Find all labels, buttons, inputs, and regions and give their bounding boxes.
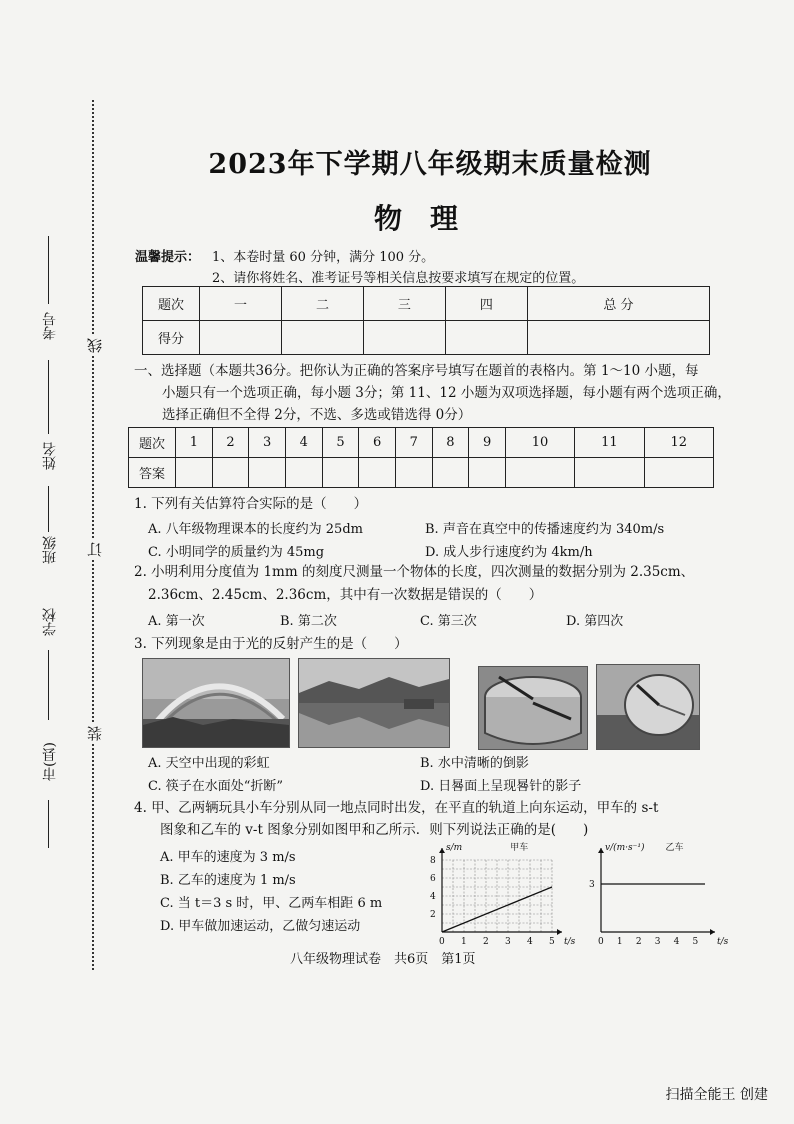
label-shixian: 市(县) bbox=[42, 742, 58, 781]
score-header-1: 一 bbox=[200, 287, 282, 321]
score-cell[interactable] bbox=[527, 321, 709, 355]
answer-table bbox=[128, 427, 714, 488]
q1-option-c: C. 小明同学的质量约为 45mg bbox=[148, 545, 325, 560]
q3-option-c: C. 筷子在水面处“折断” bbox=[148, 779, 284, 794]
answer-row2-label: 答案 bbox=[129, 458, 176, 488]
exam-title: 2023年下学期八年级期末质量检测 bbox=[208, 149, 652, 180]
binding-dotted-line bbox=[92, 100, 94, 970]
score-row-label: 得分 bbox=[143, 321, 200, 355]
x-tick-label: 1 bbox=[461, 937, 467, 947]
y-axis-arrow bbox=[439, 848, 445, 853]
score-header-2: 二 bbox=[281, 287, 363, 321]
y-axis-label: v/(m·s⁻¹) bbox=[605, 843, 645, 853]
kaohao-blank bbox=[48, 236, 49, 304]
binding-margin bbox=[0, 0, 120, 1124]
answer-cell[interactable] bbox=[395, 458, 432, 488]
answer-number: 12 bbox=[644, 428, 713, 458]
y-tick-label: 2 bbox=[430, 910, 436, 920]
y-tick-label: 8 bbox=[430, 856, 436, 866]
answer-cell[interactable] bbox=[285, 458, 322, 488]
scanner-watermark: 扫描全能王 创建 bbox=[665, 1087, 768, 1103]
answer-number: 10 bbox=[505, 428, 574, 458]
section1-line-1: 一、选择题（本题共36分。把你认为正确的答案序号填写在题首的表格内。第 1～10 小题，每 bbox=[134, 363, 699, 379]
x-tick-label: 2 bbox=[483, 937, 489, 947]
answer-cell[interactable] bbox=[249, 458, 286, 488]
score-header-3: 三 bbox=[363, 287, 445, 321]
score-cell[interactable] bbox=[281, 321, 363, 355]
label-kaohao: 考号 bbox=[42, 312, 58, 340]
chart-yi-plot bbox=[589, 841, 729, 947]
y-tick-label: 6 bbox=[430, 874, 436, 884]
banji-blank bbox=[48, 486, 49, 532]
q3-option-a: A. 天空中出现的彩虹 bbox=[148, 756, 270, 771]
q4-line-1: 4. 甲、乙两辆玩具小车分别从同一地点同时出发，在平直的轨道上向东运动，甲车的 s-t bbox=[134, 800, 659, 816]
section1-line-2: 小题只有一个选项正确，每小题 3分；第 11、12 小题为双项选择题，每小题有两个选项正确， bbox=[162, 385, 731, 401]
answer-number: 11 bbox=[575, 428, 644, 458]
x-tick-label: 5 bbox=[549, 937, 555, 947]
x-tick-label: 5 bbox=[692, 937, 699, 947]
x-tick-label: 4 bbox=[673, 937, 680, 947]
answer-row1-label: 题次 bbox=[129, 428, 176, 458]
answer-number: 5 bbox=[322, 428, 359, 458]
x-tick-label: 1 bbox=[616, 937, 623, 947]
x-tick-label: 4 bbox=[527, 937, 533, 947]
y-axis-arrow bbox=[598, 848, 604, 853]
binding-word-ding: 订 bbox=[86, 542, 104, 557]
chopstick-photo bbox=[478, 666, 588, 750]
answer-cell[interactable] bbox=[644, 458, 713, 488]
q2-option-c: C. 第三次 bbox=[420, 614, 477, 629]
q2-line-2: 2.36cm、2.45cm、2.36cm，其中有一次数据是错误的（ ） bbox=[148, 587, 543, 603]
q1-stem: 1. 下列有关估算符合实际的是（ ） bbox=[134, 496, 368, 512]
q2-option-b: B. 第二次 bbox=[280, 614, 337, 629]
label-xingming: 姓名 bbox=[42, 442, 58, 470]
sundial-photo bbox=[596, 664, 700, 750]
answer-cell[interactable] bbox=[505, 458, 574, 488]
q3-option-b: B. 水中清晰的倒影 bbox=[420, 756, 529, 771]
score-cell[interactable] bbox=[363, 321, 445, 355]
answer-number: 3 bbox=[249, 428, 286, 458]
q1-option-d: D. 成人步行速度约为 4km/h bbox=[425, 545, 593, 560]
q4-option-d: D. 甲车做加速运动，乙做匀速运动 bbox=[160, 919, 361, 934]
answer-cell[interactable] bbox=[432, 458, 469, 488]
q1-option-b: B. 声音在真空中的传播速度约为 340m/s bbox=[425, 522, 665, 537]
y-tick-label: 4 bbox=[430, 892, 436, 902]
x-tick-label: 3 bbox=[505, 937, 511, 947]
score-header-5: 总 分 bbox=[527, 287, 709, 321]
q4-line-2: 图象和乙车的 v-t 图象分别如图甲和乙所示．则下列说法正确的是( ) bbox=[160, 822, 589, 838]
binding-word-xian: 线 bbox=[86, 338, 104, 353]
xuexiao-blank bbox=[48, 650, 49, 720]
answer-number: 2 bbox=[212, 428, 249, 458]
binding-word-zhuang: 装 bbox=[86, 726, 104, 741]
answer-number: 8 bbox=[432, 428, 469, 458]
answer-cell[interactable] bbox=[212, 458, 249, 488]
label-xuexiao: 学校 bbox=[42, 608, 58, 636]
chart-jia-st bbox=[420, 836, 580, 948]
answer-cell[interactable] bbox=[176, 458, 213, 488]
chart-title: 甲车 bbox=[510, 843, 529, 853]
answer-number: 1 bbox=[176, 428, 213, 458]
x-axis-label: t/s bbox=[717, 937, 729, 947]
section1-line-3: 选择正确但不全得 2分，不选、多选或错选得 0分） bbox=[162, 407, 472, 423]
chart-jia-plot bbox=[430, 841, 576, 947]
answer-cell[interactable] bbox=[359, 458, 396, 488]
series-line bbox=[442, 887, 552, 932]
x-axis-label: t/s bbox=[564, 937, 576, 947]
answer-cell[interactable] bbox=[469, 458, 506, 488]
xingming-blank bbox=[48, 360, 49, 434]
answer-cell[interactable] bbox=[322, 458, 359, 488]
shixian-blank bbox=[48, 800, 49, 848]
q2-line-1: 2. 小明利用分度值为 1mm 的刻度尺测量一个物体的长度，四次测量的数据分别为 2.35cm、 bbox=[134, 564, 695, 580]
q4-option-b: B. 乙车的速度为 1 m/s bbox=[160, 873, 296, 888]
x-tick-label: 0 bbox=[598, 937, 604, 947]
answer-number: 4 bbox=[285, 428, 322, 458]
page-footer: 八年级物理试卷 共6页 第1页 bbox=[290, 952, 476, 967]
q4-option-c: C. 当 t＝3 s 时，甲、乙两车相距 6 m bbox=[160, 896, 383, 911]
y-tick-label: 3 bbox=[589, 880, 595, 890]
y-axis-label: s/m bbox=[446, 843, 463, 853]
score-table bbox=[142, 286, 710, 355]
x-axis-arrow bbox=[710, 929, 715, 935]
score-cell[interactable] bbox=[200, 321, 282, 355]
x-axis-arrow bbox=[557, 929, 562, 935]
answer-number: 9 bbox=[469, 428, 506, 458]
score-cell[interactable] bbox=[445, 321, 527, 355]
q2-option-a: A. 第一次 bbox=[148, 614, 205, 629]
score-header-0: 题次 bbox=[143, 287, 200, 321]
tips-line-2: 2、请你将姓名、准考证号等相关信息按要求填写在规定的位置。 bbox=[212, 271, 585, 286]
reflection-photo bbox=[298, 658, 450, 748]
chart-yi-vt bbox=[585, 836, 735, 948]
exam-subject: 物理 bbox=[373, 202, 486, 235]
q3-stem: 3. 下列现象是由于光的反射产生的是（ ） bbox=[134, 636, 408, 652]
x-tick-label: 3 bbox=[654, 937, 661, 947]
answer-cell[interactable] bbox=[575, 458, 644, 488]
label-banji: 班级 bbox=[42, 536, 58, 564]
answer-number: 7 bbox=[395, 428, 432, 458]
q1-option-a: A. 八年级物理课本的长度约为 25dm bbox=[148, 522, 363, 537]
x-tick-label: 0 bbox=[439, 937, 445, 947]
rainbow-photo bbox=[142, 658, 290, 748]
q4-option-a: A. 甲车的速度为 3 m/s bbox=[160, 850, 296, 865]
tips-line-1: 1、本卷时量 60 分钟，满分 100 分。 bbox=[212, 250, 435, 265]
q3-option-d: D. 日晷面上呈现晷针的影子 bbox=[420, 779, 582, 794]
score-header-4: 四 bbox=[445, 287, 527, 321]
x-tick-label: 2 bbox=[635, 937, 642, 947]
answer-number: 6 bbox=[359, 428, 396, 458]
tips-label: 温馨提示： bbox=[135, 250, 201, 265]
chart-title: 乙车 bbox=[665, 843, 684, 853]
q2-option-d: D. 第四次 bbox=[566, 614, 624, 629]
